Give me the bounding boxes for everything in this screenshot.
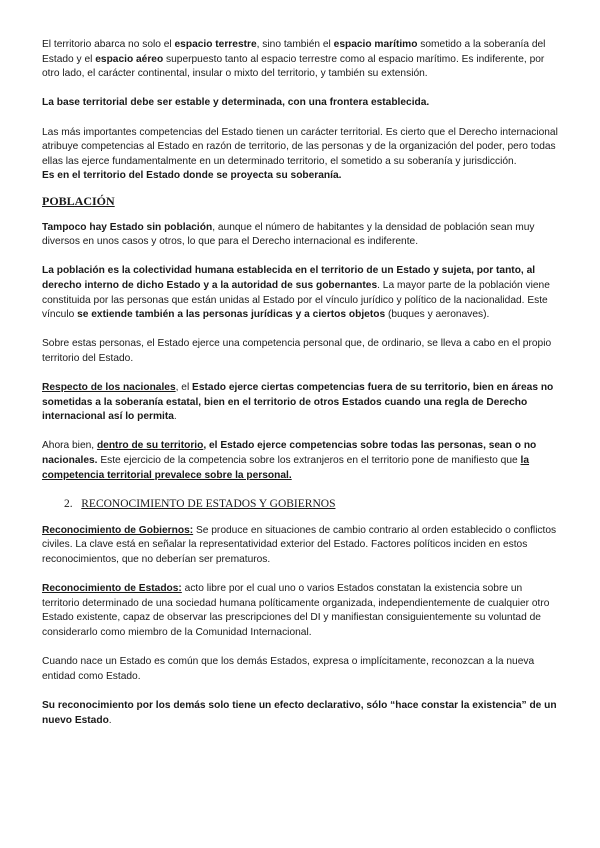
- paragraph-competencias: [42, 126, 558, 170]
- text-run: Las más importantes competencias del Estado tienen un carácter territorial. Es cierto que el Derecho internacional atribuye competencias al Estado en razón de territorio, de las personas y de la organización del poder, pero todas ellas las ejerce fundamentalmente en un determinado territorio, el sometido a su soberanía y jurisdicción.: [42, 126, 558, 167]
- text-run: . La mayor parte de la población viene constituida por las personas que están unidas al Estado por el vínculo jurídico y político de la nacionalidad. Este vínculo: [42, 279, 550, 321]
- paragraph-base-territorial: La base territorial debe ser estable y determinada, con una frontera establecida.: [42, 97, 430, 109]
- paragraph-poblacion: [42, 221, 558, 250]
- paragraph-dentro-territorio: [42, 439, 558, 483]
- text-run: Este ejercicio de la competencia sobre los extranjeros en el territorio pone de manifiesto que: [97, 455, 521, 467]
- bold-underline-run: Respecto de los nacionales: [42, 382, 176, 394]
- bold-run: espacio aéreo: [95, 53, 164, 65]
- text-run: El territorio abarca no solo el: [42, 39, 175, 50]
- paragraph-territorio: [42, 38, 558, 82]
- bold-run: se extiende también a las personas jurídicas y a ciertos objetos: [77, 309, 386, 321]
- text-run: acto libre por el cual uno o varios Estados constatan la existencia sobre un territorio determinado de una sociedad humana políticamente organizada, independientemente de cualquier otro Estado existente, capaz de observar las prescripciones del DI y manifiestan consiguientemente su voluntad de considerarlo como miembro de la Comunidad Internacional.: [42, 583, 550, 638]
- text-run: (buques y aeronaves).: [385, 309, 490, 321]
- text-run: , aunque el número de habitantes y la densidad de población sean muy diversos en unos casos y otros, lo que para el Derecho internacional es indiferente.: [42, 221, 535, 248]
- text-run: .: [108, 714, 112, 726]
- bold-run: Estado ejerce ciertas competencias fuera de su territorio, bien en áreas no sometidas a la soberanía estatal, bien en el territorio de otros Estados cuando una regla de Derecho internacional así lo permita: [42, 382, 554, 423]
- paragraph-nace-estado: Cuando nace un Estado es común que los demás Estados, expresa o implícitamente, reconozcan a la nueva entidad como Estado.: [42, 656, 535, 682]
- paragraph-reconocimiento-gobiernos: [42, 524, 558, 568]
- paragraph-competencia-personal: Sobre estas personas, el Estado ejerce una competencia personal que, de ordinario, se lleva a cabo en el propio territorio del Estado.: [42, 338, 552, 364]
- bold-run: Su reconocimiento por los demás solo tiene un efecto declarativo, sólo “hace constar la existencia” de un nuevo Estado: [42, 699, 557, 726]
- paragraph-nacionales: [42, 381, 558, 425]
- section-title: RECONOCIMIENTO DE ESTADOS Y GOBIERNOS: [81, 498, 336, 511]
- bold-run: Tampoco hay Estado sin población: [42, 221, 213, 233]
- text-run: sometido a la soberanía del Estado y el: [42, 39, 546, 65]
- text-run: .: [173, 411, 177, 423]
- bold-underline-run: dentro de su territorio: [96, 440, 204, 452]
- paragraph-colectividad: [42, 264, 558, 322]
- bold-run: espacio terrestre: [174, 39, 257, 50]
- paragraph-soberania: Es en el territorio del Estado donde se proyecta su soberanía.: [42, 170, 342, 182]
- paragraph-reconocimiento-estados: [42, 582, 558, 640]
- text-run: superpuesto tanto al espacio terrestre como al espacio marítimo. Es indiferente, por otro lado, el carácter continental, insular o mixto del territorio, y también su extensión.: [42, 53, 545, 80]
- heading-reconocimiento: [42, 497, 558, 512]
- bold-underline-run: la competencia territorial prevalece sobre la personal.: [42, 455, 530, 481]
- bold-run: , el Estado ejerce competencias sobre todas las personas, sean o no nacionales.: [42, 440, 537, 467]
- bold-run: La población es la colectividad humana establecida en el territorio de un Estado y sujeta, por tanto, al derecho interno de dicho Estado y a la autoridad de sus gobernantes: [42, 265, 536, 291]
- text-run: , el: [175, 382, 193, 394]
- text-run: , sino también el: [256, 39, 334, 50]
- bold-underline-run: Reconocimiento de Estados:: [42, 583, 182, 595]
- paragraph-efecto-declarativo: [42, 699, 558, 728]
- bold-underline-run: Reconocimiento de Gobiernos:: [42, 524, 194, 536]
- text-run: Se produce en situaciones de cambio contrario al orden establecido o conflictos civiles. La clave está en señalar la representatividad exterior del Estado. Factores políticos inciden en estos reconocimientos, que no deberían ser prematuros.: [42, 524, 557, 565]
- section-number: 2.: [64, 498, 73, 511]
- bold-run: espacio marítimo: [333, 39, 418, 50]
- text-run: Ahora bien,: [42, 440, 97, 452]
- heading-poblacion: POBLACIÓN: [42, 193, 115, 208]
